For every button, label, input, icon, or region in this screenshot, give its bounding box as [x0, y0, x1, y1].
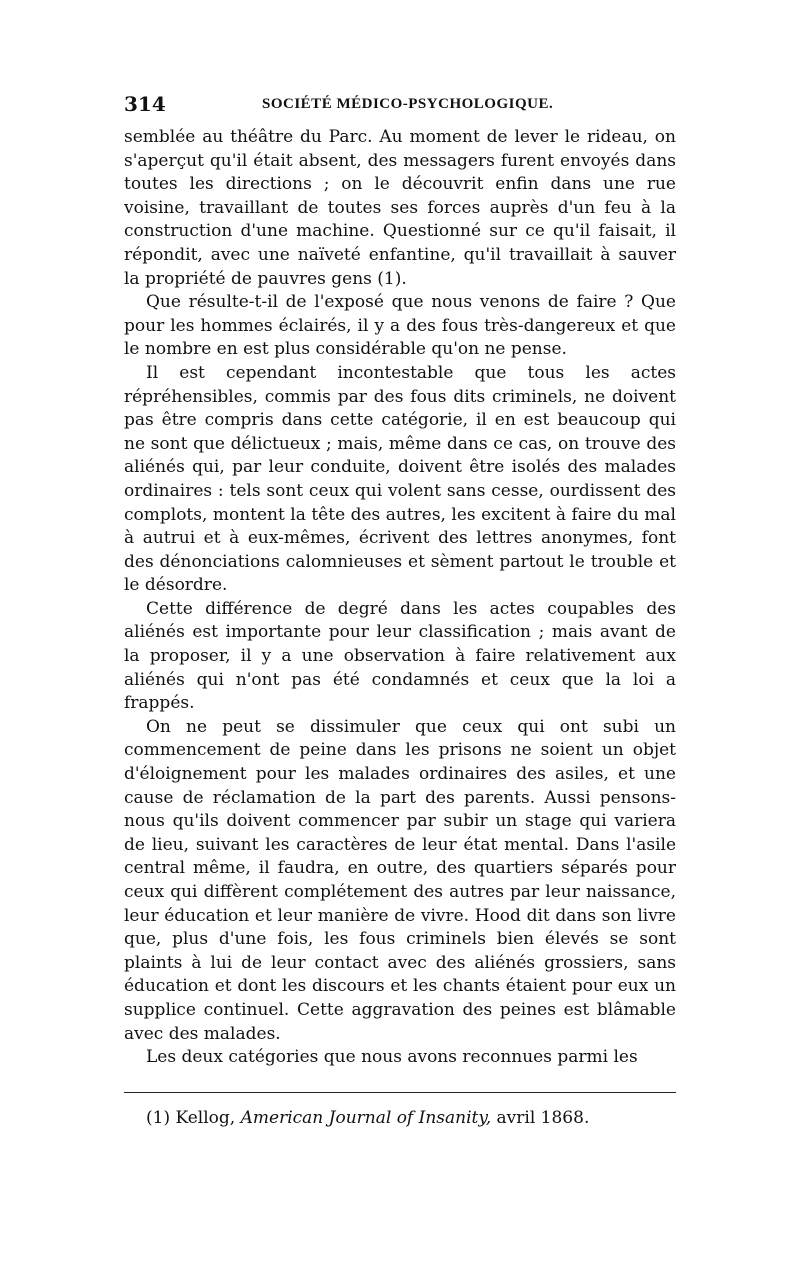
paragraph-3: Il est cependant incontestable que tous les actes répréhensibles, commis par des fous dits criminels, ne doivent pas être compris dans cette catégorie, il en est beaucoup qui ne sont que délictueux ; mais, même dans ce cas, on trouve des aliénés qui, par leur conduite, doivent être isolés des malades ordinaires : tels sont ceux qui volent sans cesse, ourdissent des complots, montent la tête des autres, les excitent à faire du mal à autrui et à eux-mêmes, écrivent des lettres anonymes, font des dénonciations calomnieuses et sèment partout le trouble et le désordre. — [124, 362, 676, 596]
footnote-journal: American Journal of Insanity, — [240, 1108, 492, 1128]
footnote-rule — [124, 1092, 676, 1093]
footnote-marker: (1) — [146, 1108, 171, 1128]
footnote-date: avril 1868. — [496, 1108, 590, 1128]
page-header — [124, 92, 676, 118]
running-title: SOCIÉTÉ MÉDICO-PSYCHOLOGIQUE. — [262, 96, 554, 112]
body-text — [124, 126, 676, 1070]
paragraph-4: Cette différence de degré dans les actes coupables des aliénés est importante pour leur classification ; mais avant de la proposer, il y a une observation à faire relativement aux aliénés qui n'ont pas été condamnés et ceux que la loi a frappés. — [124, 598, 676, 714]
footnote-author: Kellog, — [175, 1108, 236, 1128]
paragraph-1: semblée au théâtre du Parc. Au moment de lever le rideau, on s'aperçut qu'il était absent, des messagers furent envoyés dans toutes les directions ; on le découvrit enfin dans une rue voisine, travaillant de toutes ses forces auprès d'un feu à la construction d'une machine. Questionné sur ce qu'il faisait, il répondit, avec une naïveté enfantine, qu'il travaillait à sauver la propriété de pauvres gens (1). — [124, 127, 676, 289]
paragraph-2: Que résulte-t-il de l'exposé que nous venons de faire ? Que pour les hommes éclairés, il y a des fous très-dangereux et que le nombre en est plus considérable qu'on ne pense. — [124, 292, 676, 360]
paragraph-6: Les deux catégories que nous avons reconnues parmi les — [146, 1047, 638, 1068]
page-number: 314 — [124, 92, 166, 116]
paragraph-5: On ne peut se dissimuler que ceux qui ont subi un commencement de peine dans les prisons ne soient un objet d'éloignement pour les malades ordinaires des asiles, et une cause de réclamation de la part des parents. Aussi pensons-nous qu'ils doivent commencer par subir un stage qui variera de lieu, suivant les caractères de leur état mental. Dans l'asile central même, il faudra, en outre, des quartiers séparés pour ceux qui diffèrent complétement des autres par leur naissance, leur éducation et leur manière de vivre. Hood dit dans son livre que, plus d'une fois, les fous criminels bien élevés se sont plaints à lui de leur contact avec des aliénés grossiers, sans éducation et dont les discours et les chants étaient pour eux un supplice continuel. Cette aggravation des peines est blâmable avec des malades. — [124, 716, 676, 1044]
footnote — [146, 1108, 676, 1128]
